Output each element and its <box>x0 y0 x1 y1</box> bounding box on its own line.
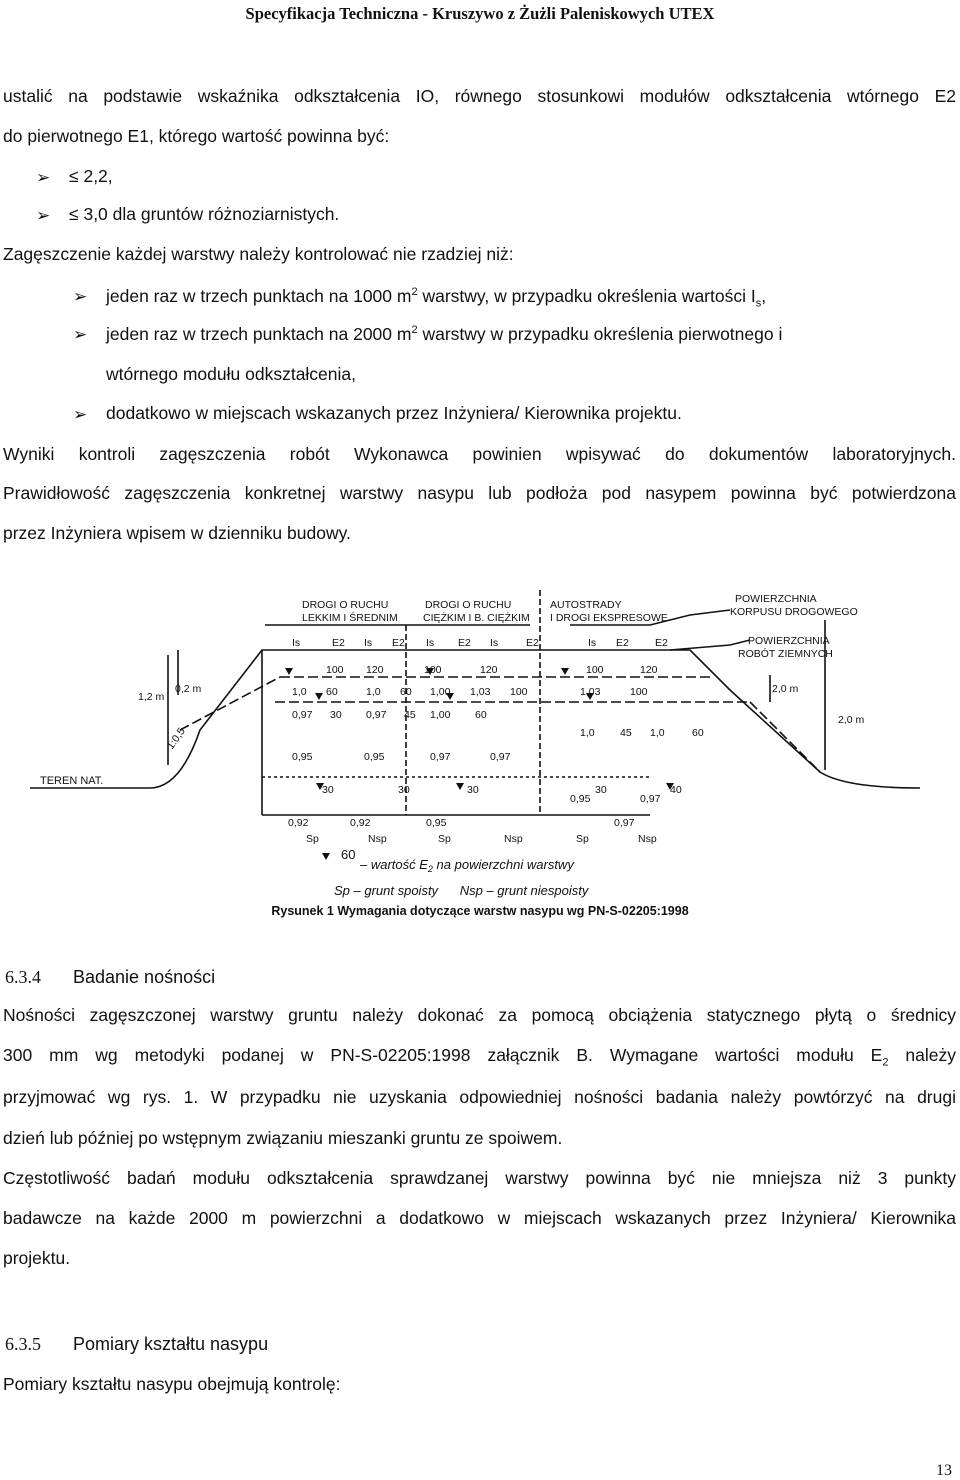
surface-label: POWIERZCHNIA <box>735 593 817 605</box>
svg-text:0,97: 0,97 <box>366 709 387 721</box>
svg-text:1,03: 1,03 <box>470 686 491 698</box>
svg-text:0,97: 0,97 <box>614 817 635 829</box>
paragraph-line: przez Inżyniera wpisem w dzienniku budowy. <box>3 523 351 543</box>
svg-text:0,95: 0,95 <box>570 793 591 805</box>
svg-text:Is: Is <box>364 637 373 649</box>
svg-text:E2: E2 <box>526 637 539 649</box>
column-label: DROGI O RUCHU <box>302 599 389 611</box>
svg-text:30: 30 <box>330 709 342 721</box>
svg-text:Nsp: Nsp <box>504 833 523 845</box>
svg-text:E2: E2 <box>392 637 405 649</box>
arrow-bullet-icon: ➢ <box>73 325 88 344</box>
svg-text:2,0 m: 2,0 m <box>838 714 865 726</box>
svg-text:100: 100 <box>586 664 604 676</box>
svg-text:0,97: 0,97 <box>640 793 661 805</box>
paragraph-line: dzień lub później po wstępnym związaniu mieszanki gruntu ze spoiwem. <box>3 1128 563 1148</box>
svg-text:0,92: 0,92 <box>350 817 371 829</box>
embankment-diagram <box>30 580 930 902</box>
surface-label: POWIERZCHNIA <box>748 635 830 647</box>
bullet-continuation: wtórnego modułu odkształcenia, <box>106 364 357 384</box>
paragraph-line: Prawidłowość zagęszczenia konkretnej warstwy nasypu lub podłoża pod nasypem powinna być potwierdzona <box>3 483 956 503</box>
svg-text:30: 30 <box>398 784 410 796</box>
arrow-bullet-icon: ➢ <box>36 168 51 187</box>
svg-text:45: 45 <box>404 709 416 721</box>
svg-text:E2: E2 <box>458 637 471 649</box>
paragraph-line: badawcze na każde 2000 m powierzchni a dodatkowo w miejscach wskazanych przez Inżyniera/ Kierownika <box>3 1208 956 1228</box>
svg-text:45: 45 <box>620 727 632 739</box>
paragraph-line: przyjmować wg rys. 1. W przypadku nie uzyskania odpowiedniej nośności badania należy powtórzyć na drugi <box>3 1087 956 1107</box>
svg-text:0,95: 0,95 <box>364 751 385 763</box>
section-heading: 6.3.4 Badanie nośności <box>5 967 216 987</box>
arrow-bullet-icon: ➢ <box>36 206 51 225</box>
svg-text:60: 60 <box>692 727 704 739</box>
svg-text:0,97: 0,97 <box>292 709 313 721</box>
svg-text:E2: E2 <box>616 637 629 649</box>
column-label: AUTOSTRADY <box>550 599 622 611</box>
svg-text:30: 30 <box>467 784 479 796</box>
svg-text:120: 120 <box>640 664 658 676</box>
arrow-bullet-icon: ➢ <box>73 287 88 306</box>
column-label: DROGI O RUCHU <box>425 599 512 611</box>
paragraph-line: Zagęszczenie każdej warstwy należy kontrolować nie rzadziej niż: <box>3 244 514 264</box>
legend-value: 60 <box>341 847 356 862</box>
svg-text:60: 60 <box>326 686 338 698</box>
legend-line: Sp – grunt spoisty Nsp – grunt niespoisty <box>334 883 589 898</box>
svg-text:1,0: 1,0 <box>650 727 665 739</box>
svg-text:Sp: Sp <box>306 833 319 845</box>
paragraph-line: 300 mm wg metodyki podanej w PN-S-02205:1998 załącznik B. Wymagane wartości modułu $E_2$ należy <box>3 1045 956 1069</box>
surface-label: KORPUSU DROGOWEGO <box>730 606 858 618</box>
page-header: Specyfikacja Techniczna - Kruszywo z Żużli Paleniskowych UTEX <box>245 4 715 23</box>
svg-text:Is: Is <box>292 637 301 649</box>
svg-text:1,00: 1,00 <box>430 709 451 721</box>
svg-text:1:0,5: 1:0,5 <box>164 725 188 752</box>
svg-text:1,03: 1,03 <box>580 686 601 698</box>
svg-text:100: 100 <box>510 686 528 698</box>
svg-text:0,97: 0,97 <box>490 751 511 763</box>
svg-text:Nsp: Nsp <box>638 833 657 845</box>
svg-text:1,0: 1,0 <box>292 686 307 698</box>
svg-text:E2: E2 <box>332 637 345 649</box>
figure-caption: Rysunek 1 Wymagania dotyczące warstw nasypu wg PN-S-02205:1998 <box>271 904 689 918</box>
svg-text:0,92: 0,92 <box>288 817 309 829</box>
terrain-label: TEREN NAT. <box>40 775 104 787</box>
section-heading: 6.3.5 Pomiary kształtu nasypu <box>5 1334 269 1354</box>
svg-text:60: 60 <box>475 709 487 721</box>
svg-text:1,00: 1,00 <box>430 686 451 698</box>
surface-label: ROBÓT ZIEMNYCH <box>738 648 833 660</box>
column-label: CIĘŻKIM I B. CIĘŻKIM <box>423 612 530 624</box>
paragraph-line: Pomiary kształtu nasypu obejmują kontrolę: <box>3 1374 341 1394</box>
svg-text:120: 120 <box>366 664 384 676</box>
column-label: LEKKIM I ŚREDNIM <box>302 612 398 624</box>
svg-text:E2: E2 <box>655 637 668 649</box>
svg-text:Nsp: Nsp <box>368 833 387 845</box>
svg-text:40: 40 <box>670 784 682 796</box>
svg-text:100: 100 <box>630 686 648 698</box>
paragraph-line: ustalić na podstawie wskaźnika odkształcenia IO, równego stosunkowi modułów odkształcenia wtórnego E2 <box>3 86 956 106</box>
svg-text:Is: Is <box>588 637 597 649</box>
svg-text:Is: Is <box>426 637 435 649</box>
svg-text:30: 30 <box>322 784 334 796</box>
svg-text:Sp: Sp <box>438 833 451 845</box>
svg-text:60: 60 <box>400 686 412 698</box>
column-label: I DROGI EKSPRESOWE <box>550 612 668 624</box>
paragraph-line: projektu. <box>3 1248 71 1268</box>
svg-text:1,2 m: 1,2 m <box>138 691 165 703</box>
svg-text:30: 30 <box>595 784 607 796</box>
page-number: 13 <box>936 1462 952 1479</box>
svg-text:Is: Is <box>490 637 499 649</box>
svg-text:100: 100 <box>326 664 344 676</box>
paragraph-line: do pierwotnego E1, którego wartość powinna być: <box>3 126 390 146</box>
svg-text:0,95: 0,95 <box>292 751 313 763</box>
paragraph-line: Nośności zagęszczonej warstwy gruntu należy dokonać za pomocą obciążenia statycznego płytą o średnicy <box>3 1005 956 1025</box>
svg-text:0,2 m: 0,2 m <box>175 683 202 695</box>
svg-text:1,0: 1,0 <box>580 727 595 739</box>
paragraph-line: Częstotliwość badań modułu odkształcenia sprawdzanej warstwy powinna być nie mniejsza niż 3 punkty <box>3 1168 956 1188</box>
svg-text:0,95: 0,95 <box>426 817 447 829</box>
arrow-bullet-icon: ➢ <box>73 405 88 424</box>
svg-text:100: 100 <box>424 664 442 676</box>
svg-text:1,0: 1,0 <box>366 686 381 698</box>
svg-text:2,0 m: 2,0 m <box>772 683 799 695</box>
svg-text:0,97: 0,97 <box>430 751 451 763</box>
svg-text:Sp: Sp <box>576 833 589 845</box>
svg-text:120: 120 <box>480 664 498 676</box>
paragraph-line: Wyniki kontroli zagęszczenia robót Wykonawca powinien wpisywać do dokumentów laboratoryjnych. <box>3 444 956 464</box>
legend-line: – wartość $E_2$ na powierzchni warstwy <box>360 857 574 874</box>
